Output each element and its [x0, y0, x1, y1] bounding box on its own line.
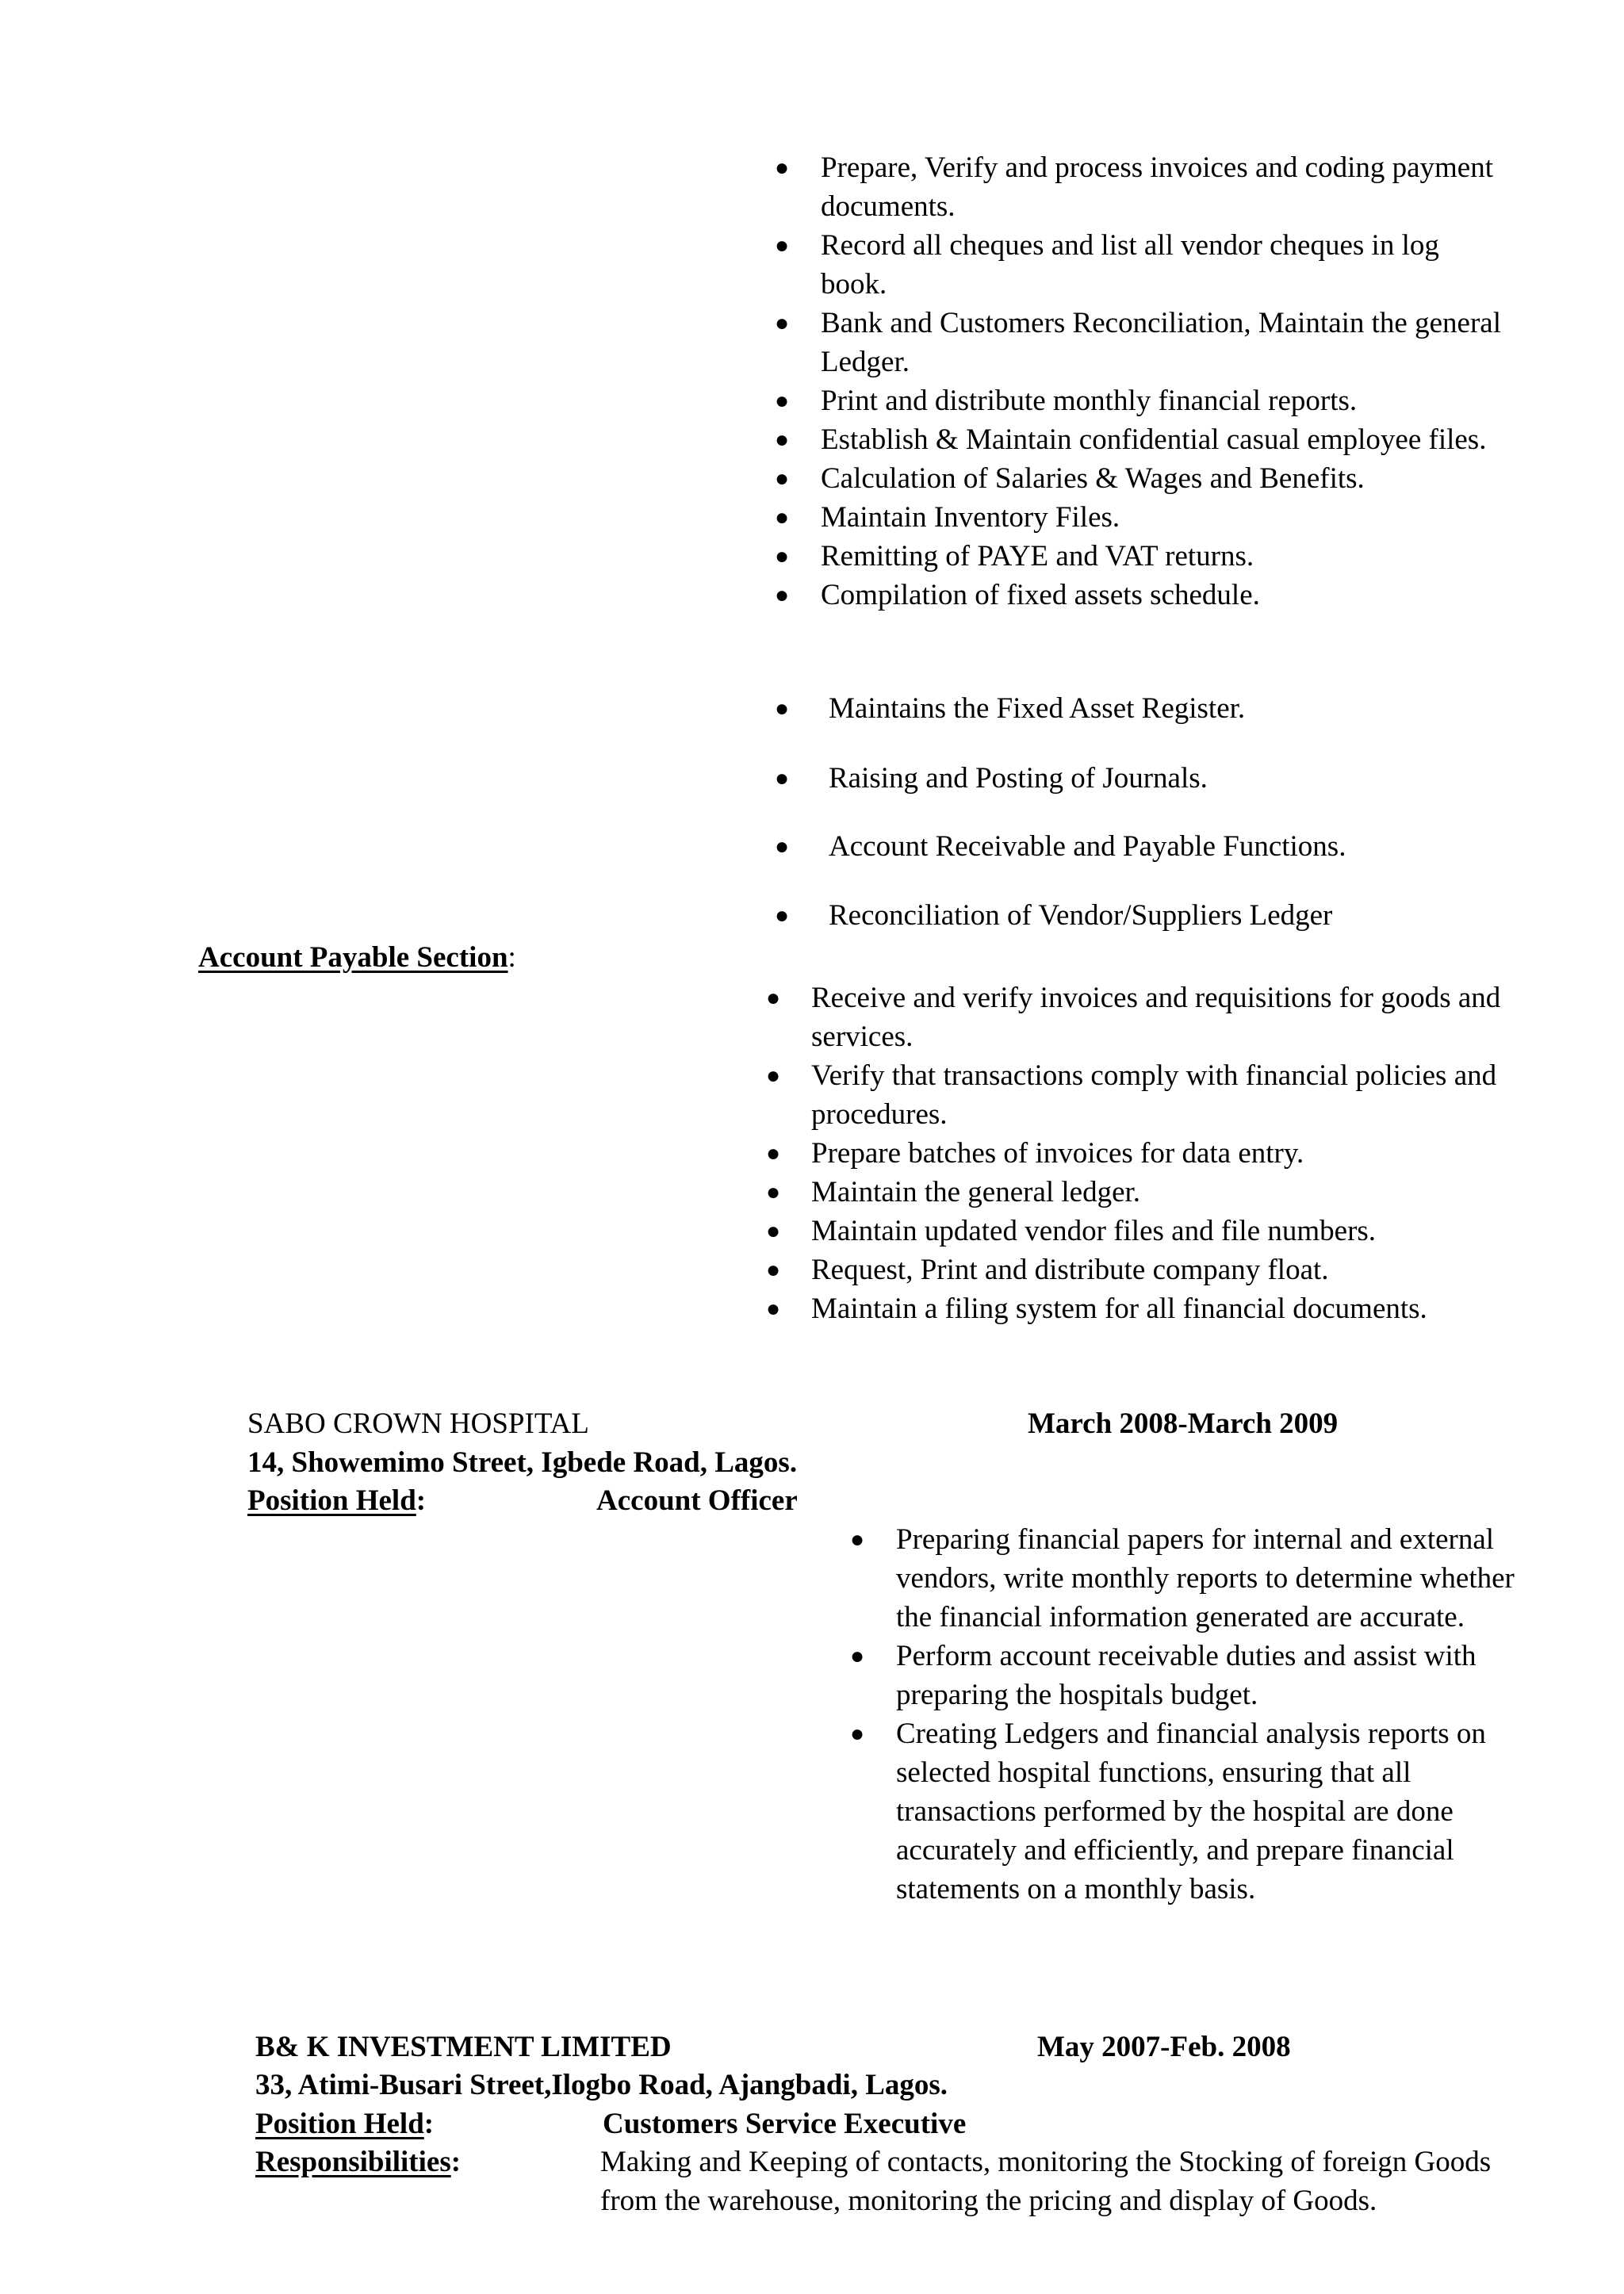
bullet-icon: ●: [775, 232, 790, 259]
list-item: ● Maintain updated vendor files and file numbers.: [811, 1212, 1509, 1250]
list-item: ● Perform account receivable duties and assist with preparing the hospitals budget.: [896, 1637, 1530, 1714]
bullet-icon: ●: [775, 833, 790, 860]
bullet-icon: ●: [775, 695, 790, 722]
list-item: ● Raising and Posting of Journals.: [829, 759, 1208, 798]
list-item: ● Establish & Maintain confidential casual employee files.: [821, 420, 1503, 459]
company-name: SABO CROWN HOSPITAL: [247, 1407, 589, 1440]
position-value: Account Officer: [596, 1484, 798, 1517]
job1-duties-list: [850, 1520, 1530, 1909]
position-value: Customers Service Executive: [603, 2108, 967, 2140]
bullet-icon: ●: [775, 310, 790, 336]
bullet-icon: ●: [775, 427, 790, 453]
list-item: ● Request, Print and distribute company float.: [811, 1250, 1509, 1289]
list-item: ● Calculation of Salaries & Wages and Benefits.: [821, 459, 1503, 498]
bullet-icon: ●: [766, 1063, 781, 1089]
list-item: ● Remitting of PAYE and VAT returns.: [821, 537, 1503, 576]
responsibilities-text: Making and Keeping of contacts, monitoring the Stocking of foreign Goods from the warehouse, monitoring the pricing and display of Goods.: [600, 2146, 1492, 2217]
list-item: ● Prepare batches of invoices for data entry.: [811, 1134, 1509, 1173]
bullet-icon: ●: [775, 902, 790, 929]
bullet-icon: ●: [775, 765, 790, 791]
position-label: Position Held:: [247, 1484, 427, 1517]
bullet-icon: ●: [775, 388, 790, 414]
bullet-icon: ●: [775, 543, 790, 569]
responsibilities-label: Responsibilities:: [255, 2146, 462, 2178]
duties-list-top: [775, 148, 1503, 615]
bullet-icon: ●: [766, 1179, 781, 1205]
list-item: ● Maintain Inventory Files.: [821, 498, 1503, 537]
company-address: 14, Showemimo Street, Igbede Road, Lagos.: [247, 1446, 798, 1479]
bullet-icon: ●: [850, 1721, 865, 1747]
bullet-icon: ●: [775, 504, 790, 530]
list-item: ● Receive and verify invoices and requisitions for goods and services.: [811, 978, 1509, 1056]
list-item: ● Preparing financial papers for internal and external vendors, write monthly reports to determine whether the financial information generated are accurate.: [896, 1520, 1530, 1637]
bullet-icon: ●: [766, 1140, 781, 1166]
list-item: ● Print and distribute monthly financial reports.: [821, 381, 1503, 420]
bullet-icon: ●: [766, 1257, 781, 1283]
list-item: ● Compilation of fixed assets schedule.: [821, 576, 1503, 615]
account-payable-list: [766, 978, 1509, 1328]
bullet-icon: ●: [850, 1643, 865, 1669]
bullet-icon: ●: [766, 1296, 781, 1322]
section-heading: Account Payable Section:: [198, 941, 516, 974]
list-item: ● Record all cheques and list all vendor cheques in log book.: [821, 226, 1503, 304]
bullet-icon: ●: [775, 465, 790, 492]
list-item: ● Account Receivable and Payable Functions.: [829, 827, 1346, 866]
list-item: ● Creating Ledgers and financial analysis reports on selected hospital functions, ensuring that all transactions performed by the hospital are done accurately and efficiently, and prepare financial statements on a monthly basis.: [896, 1714, 1530, 1909]
employment-dates: March 2008-March 2009: [1028, 1407, 1339, 1440]
list-item: ● Maintain a filing system for all financial documents.: [811, 1289, 1509, 1328]
list-item: ● Maintains the Fixed Asset Register.: [829, 689, 1245, 728]
list-item: ● Verify that transactions comply with financial policies and procedures.: [811, 1056, 1509, 1134]
company-name: B& K INVESTMENT LIMITED: [255, 2031, 672, 2063]
list-item: ● Reconciliation of Vendor/Suppliers Ledger: [829, 896, 1332, 935]
bullet-icon: ●: [775, 155, 790, 181]
employment-dates: May 2007-Feb. 2008: [1037, 2031, 1291, 2063]
list-item: ● Prepare, Verify and process invoices and coding payment documents.: [821, 148, 1503, 226]
bullet-icon: ●: [766, 985, 781, 1011]
bullet-icon: ●: [775, 582, 790, 608]
company-address: 33, Atimi-Busari Street,Ilogbo Road, Ajangbadi, Lagos.: [255, 2069, 948, 2101]
list-item: ● Bank and Customers Reconciliation, Maintain the general Ledger.: [821, 304, 1503, 381]
position-label: Position Held:: [255, 2108, 435, 2140]
bullet-icon: ●: [766, 1218, 781, 1244]
list-item: ● Maintain the general ledger.: [811, 1173, 1509, 1212]
bullet-icon: ●: [850, 1526, 865, 1553]
